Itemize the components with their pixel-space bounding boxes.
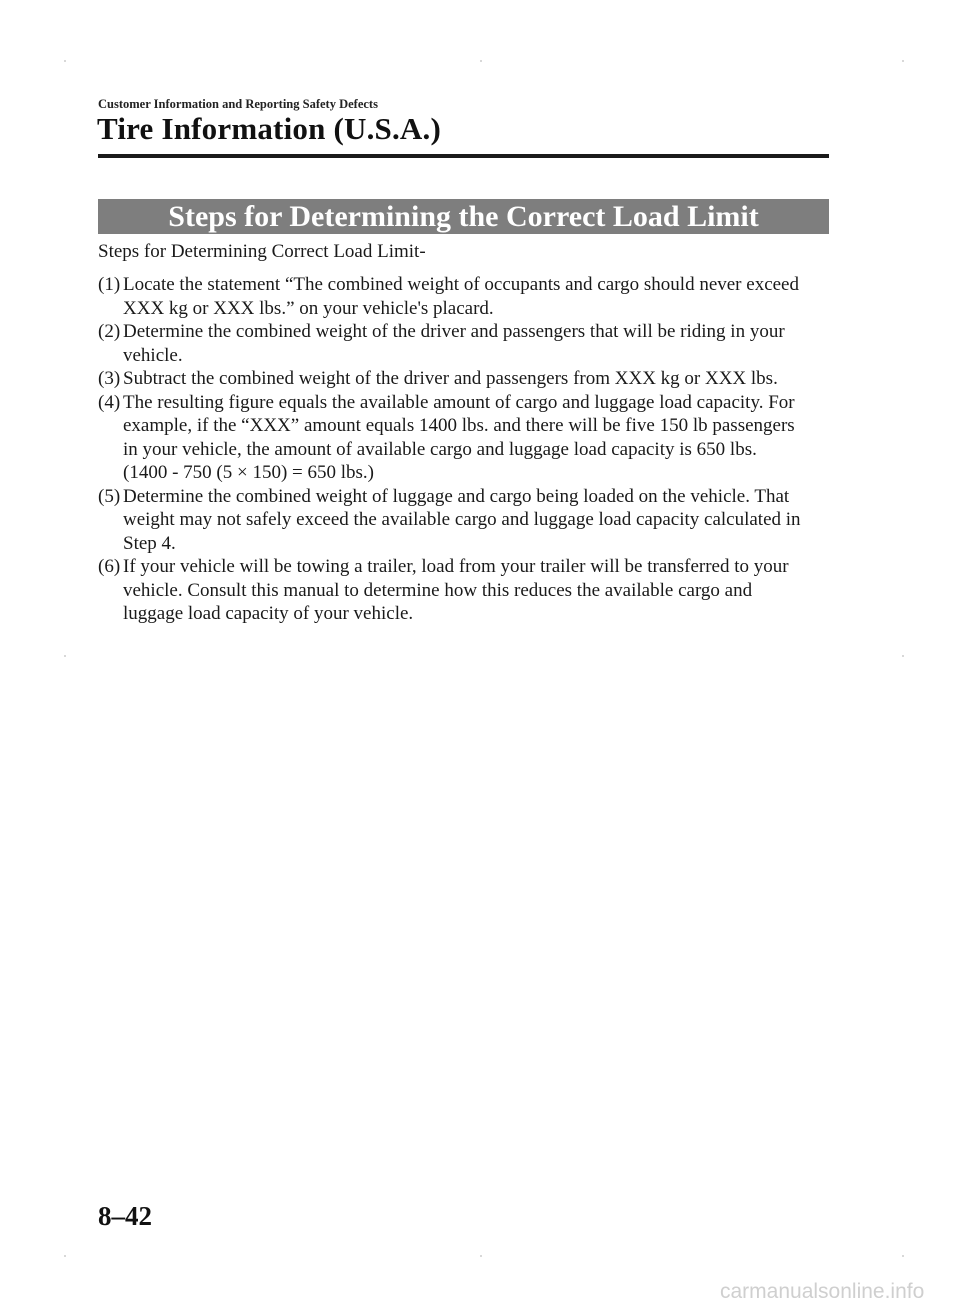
step-number: (3) bbox=[98, 368, 121, 389]
list-item bbox=[98, 485, 833, 556]
page-number: 8–42 bbox=[98, 1201, 152, 1231]
list-item bbox=[98, 555, 833, 626]
step-text: in your vehicle, the amount of available cargo and luggage load capacity is 650 lbs. bbox=[123, 438, 757, 460]
crop-mark bbox=[902, 655, 904, 657]
section-title: Tire Information (U.S.A.) bbox=[97, 111, 441, 146]
step-text: XXX kg or XXX lbs.” on your vehicle's placard. bbox=[123, 297, 494, 319]
crop-mark bbox=[64, 655, 66, 657]
intro-text: Steps for Determining Correct Load Limit- bbox=[98, 241, 426, 262]
list-item bbox=[98, 367, 833, 391]
crop-mark bbox=[480, 1255, 482, 1257]
topic-banner: Steps for Determining the Correct Load Limit bbox=[98, 199, 829, 234]
step-number: (6) bbox=[98, 556, 121, 577]
step-text: Step 4. bbox=[123, 532, 176, 554]
step-text: Determine the combined weight of the driver and passengers that will be riding in your bbox=[123, 321, 785, 342]
crop-mark bbox=[64, 1255, 66, 1257]
list-item bbox=[98, 391, 833, 485]
step-text: vehicle. bbox=[123, 344, 183, 366]
title-divider bbox=[98, 154, 829, 158]
chapter-heading: Customer Information and Reporting Safety Defects bbox=[98, 97, 378, 111]
step-number: (5) bbox=[98, 485, 121, 507]
crop-mark bbox=[64, 60, 66, 62]
step-text: If your vehicle will be towing a trailer, load from your trailer will be transferred to your bbox=[123, 556, 789, 577]
step-text: luggage load capacity of your vehicle. bbox=[123, 603, 414, 624]
step-number: (1) bbox=[98, 274, 121, 295]
list-item bbox=[98, 320, 833, 367]
step-text: Locate the statement “The combined weight of occupants and cargo should never exceed bbox=[123, 274, 799, 295]
step-text: Subtract the combined weight of the driver and passengers from XXX kg or XXX lbs. bbox=[123, 368, 778, 389]
watermark: carmanualsonline.info bbox=[720, 1280, 925, 1303]
step-number: (2) bbox=[98, 321, 121, 342]
crop-mark bbox=[902, 1255, 904, 1257]
step-text: Determine the combined weight of luggage and cargo being loaded on the vehicle. That bbox=[123, 485, 790, 507]
step-text: (1400 - 750 (5 × 150) = 650 lbs.) bbox=[123, 462, 374, 483]
crop-mark bbox=[902, 60, 904, 62]
step-text: The resulting figure equals the available amount of cargo and luggage load capacity. For bbox=[123, 391, 795, 413]
step-text: vehicle. Consult this manual to determine how this reduces the available cargo and bbox=[123, 579, 753, 601]
step-text: weight may not safely exceed the available cargo and luggage load capacity calculated in bbox=[123, 509, 801, 530]
step-number: (4) bbox=[98, 391, 121, 413]
crop-mark bbox=[480, 60, 482, 62]
step-text: example, if the “XXX” amount equals 1400 lbs. and there will be five 150 lb passengers bbox=[123, 415, 795, 436]
list-item bbox=[98, 273, 833, 320]
steps-list bbox=[98, 273, 833, 626]
